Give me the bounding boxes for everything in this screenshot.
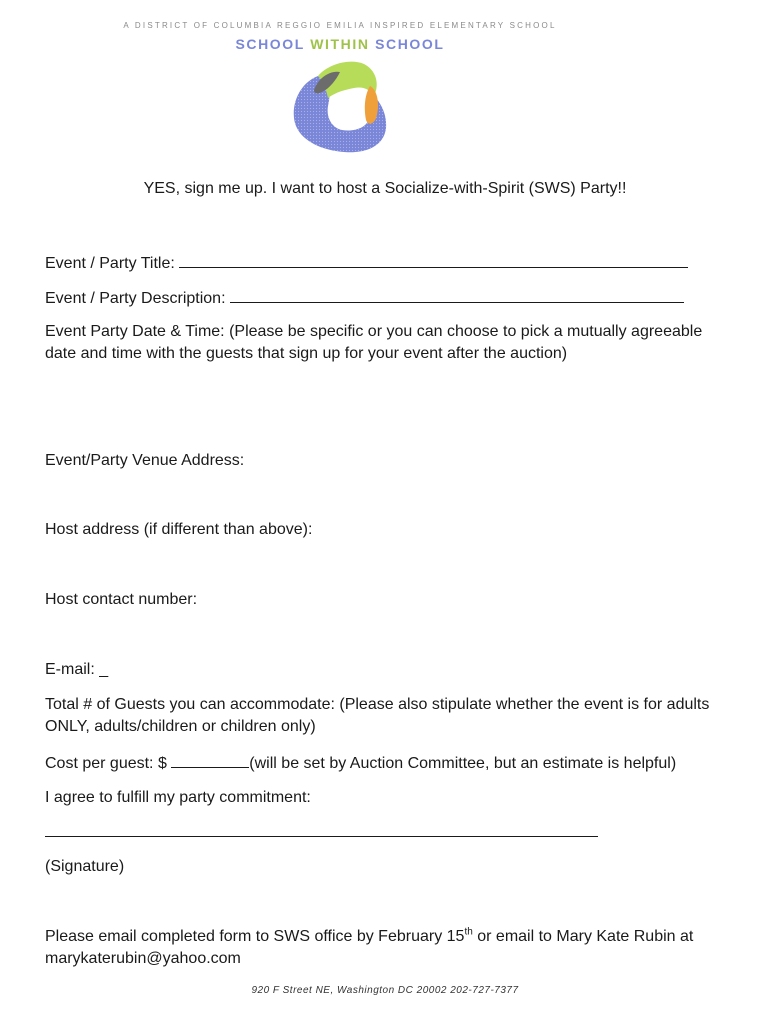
title-label: Event / Party Title:	[45, 255, 175, 272]
closing-instructions	[45, 926, 745, 970]
title-field[interactable]	[179, 252, 688, 268]
title-row	[45, 252, 688, 275]
signature-label: (Signature)	[45, 858, 125, 875]
host-address-label: Host address (if different than above):	[45, 521, 313, 538]
closing-part1: Please email completed form to SWS office by February 15	[45, 928, 465, 945]
guests-label: Total # of Guests you can accommodate: (Please also stipulate whether the event is for adults ONLY, adults/children or children only)	[45, 696, 710, 735]
agree-label: I agree to fulfill my party commitment:	[45, 789, 311, 806]
cost-note: (will be set by Auction Committee, but an estimate is helpful)	[249, 755, 677, 772]
footer-address: 920 F Street NE, Washington DC 20002 202-727-7377	[251, 985, 519, 996]
school-name	[0, 36, 680, 52]
cost-prefix: Cost per guest: $	[45, 755, 167, 772]
cost-row	[45, 752, 676, 775]
description-row	[45, 287, 684, 310]
signature-line[interactable]	[45, 836, 598, 837]
host-contact-label: Host contact number:	[45, 591, 198, 608]
datetime-label: Event Party Date & Time: (Please be specific or you can choose to pick a mutually agreeable date and time with the guests that sign up for your event after the auction)	[45, 323, 703, 362]
closing-sup: th	[464, 926, 473, 938]
email-label: E-mail: _	[45, 661, 109, 678]
school-logo	[288, 56, 392, 158]
school-name-part2: WITHIN	[310, 36, 370, 52]
description-label: Event / Party Description:	[45, 290, 226, 307]
school-tagline: A DISTRICT OF COLUMBIA REGGIO EMILIA INSPIRED ELEMENTARY SCHOOL	[123, 21, 557, 30]
cost-field[interactable]	[171, 752, 249, 768]
school-name-part1: SCHOOL	[235, 36, 305, 52]
closing-part2: or email to Mary Kate Rubin at marykaterubin@yahoo.com	[45, 928, 694, 967]
description-field[interactable]	[230, 287, 684, 303]
school-name-part3: SCHOOL	[375, 36, 445, 52]
venue-label: Event/Party Venue Address:	[45, 452, 245, 469]
signup-intro: YES, sign me up. I want to host a Socialize-with-Spirit (SWS) Party!!	[143, 180, 627, 197]
